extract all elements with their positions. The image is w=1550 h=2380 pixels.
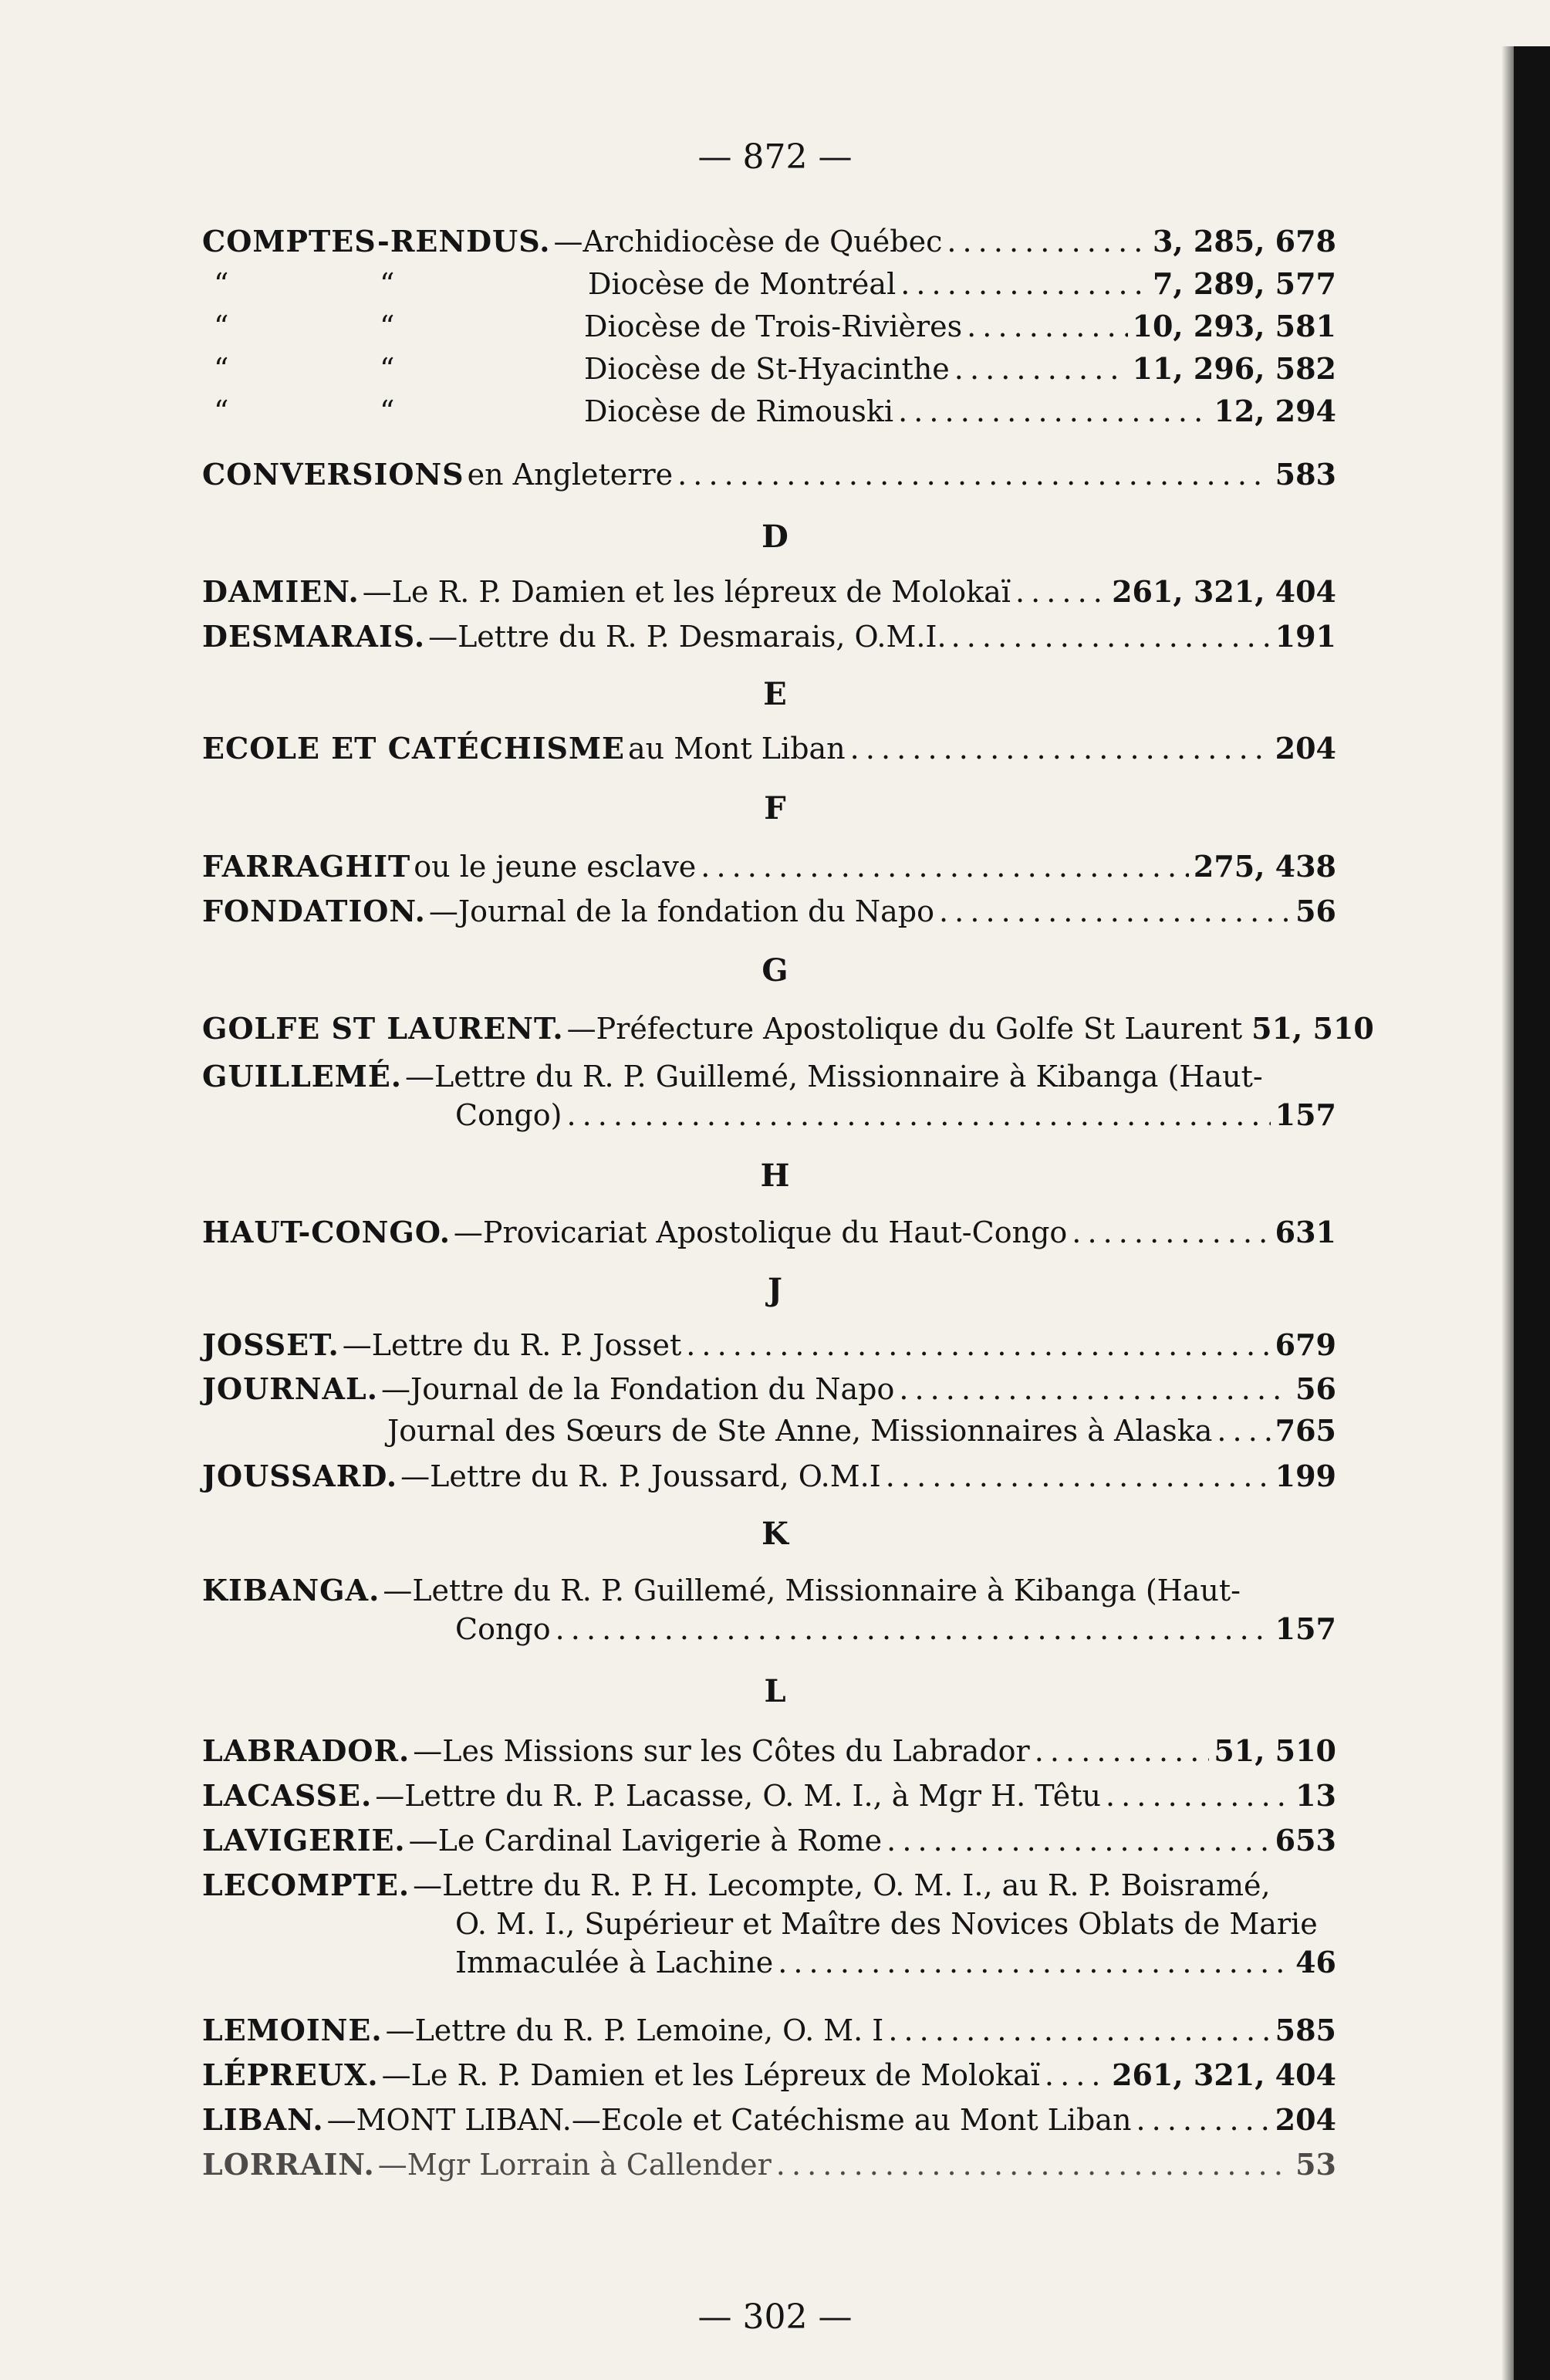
entry-desc: en Angleterre [467, 458, 674, 492]
index-entry [202, 1370, 1336, 1408]
index-entry [202, 1777, 1336, 1815]
entry-desc: —Archidiocèse de Québec [553, 225, 943, 259]
index-entry [202, 2101, 1336, 2139]
dot-leader [899, 1370, 1291, 1408]
entry-pages: 46 [1295, 1945, 1336, 1979]
entry-desc: au Mont Liban [627, 732, 846, 766]
entry-head: LIBAN. [202, 2102, 324, 2137]
entry-desc: —Mgr Lorrain à Callender [377, 2148, 772, 2182]
entry-head: DESMARAIS. [202, 619, 426, 654]
entry-head: FONDATION. [202, 894, 426, 928]
entry-head: DAMIEN. [202, 574, 360, 609]
dot-leader [951, 617, 1271, 656]
entry-head: JOSSET. [202, 1327, 339, 1362]
dot-leader [677, 455, 1271, 494]
entry-desc: —Le Cardinal Lavigerie à Rome [408, 1824, 883, 1858]
index-entry [202, 892, 1336, 931]
entry-desc: Journal des Sœurs de Ste Anne, Missionnaires à Alaska [387, 1414, 1213, 1448]
entry-desc-continued: O. M. I., Supérieur et Maître des Novices Oblats de Marie [455, 1907, 1318, 1941]
scan-edge-shadow [1514, 46, 1550, 2380]
entry-desc: —Journal de la Fondation du Napo [380, 1372, 895, 1406]
ditto-mark: “ [380, 267, 395, 301]
entry-desc: —Les Missions sur les Côtes du Labrador [413, 1734, 1030, 1768]
entry-desc-continued: Congo [455, 1612, 551, 1646]
index-entry [202, 2056, 1336, 2094]
page-header: — 872 — [697, 137, 853, 177]
index-entry [202, 573, 1336, 611]
entry-head: JOURNAL. [202, 1371, 378, 1406]
entry-pages: 204 [1275, 731, 1336, 766]
entry-pages: 653 [1275, 1823, 1336, 1858]
entry-head: LECOMPTE. [202, 1868, 410, 1902]
entry-head: GUILLEMÉ. [202, 1059, 403, 1094]
entry-desc: —Préfecture Apostolique du Golfe St Laurent [566, 1012, 1243, 1046]
ditto-mark: “ [214, 309, 229, 343]
entry-desc: Diocèse de Rimouski [584, 394, 894, 428]
entry-head: LORRAIN. [202, 2147, 375, 2182]
entry-desc: —Lettre du R. P. Desmarais, O.M.I. [428, 620, 947, 654]
entry-pages: 275, 438 [1193, 849, 1336, 884]
entry-pages: 51, 510 [1251, 1011, 1374, 1046]
entry-desc: ou le jeune esclave [414, 850, 697, 884]
index-entry [202, 2145, 1336, 2184]
ditto-mark: “ [380, 394, 395, 428]
entry-pages: 261, 321, 404 [1112, 574, 1336, 609]
section-letter: J [768, 1272, 782, 1308]
entry-pages: 7, 289, 577 [1152, 266, 1336, 301]
entry-desc: Diocèse de Trois-Rivières [584, 309, 963, 343]
entry-desc: —MONT LIBAN.—Ecole et Catéchisme au Mont Liban [326, 2103, 1132, 2137]
entry-desc: —Provicariat Apostolique du Haut-Congo [453, 1215, 1068, 1249]
section-letter: D [761, 519, 789, 555]
dot-leader [886, 1457, 1271, 1496]
entry-pages: 679 [1275, 1327, 1336, 1362]
dot-leader [701, 847, 1189, 886]
dot-leader [900, 265, 1148, 303]
entry-head: LAVIGERIE. [202, 1823, 406, 1858]
dot-leader [1035, 1732, 1210, 1770]
dot-leader [1072, 1213, 1270, 1252]
entry-desc: —Lettre du R. P. Josset [342, 1328, 682, 1362]
entry-head: ECOLE ET CATÉCHISME [202, 731, 625, 766]
section-letter: E [763, 676, 787, 712]
entry-head: LACASSE. [202, 1778, 373, 1813]
dot-leader [556, 1610, 1271, 1648]
entry-pages: 3, 285, 678 [1152, 224, 1336, 259]
entry-pages: 12, 294 [1214, 394, 1336, 428]
entry-head: HAUT-CONGO. [202, 1215, 451, 1249]
entry-desc: —Le R. P. Damien et les Lépreux de Molokaï [381, 2058, 1040, 2092]
index-subentry [202, 265, 1336, 303]
index-entry [202, 1326, 1336, 1364]
section-letter: F [764, 790, 786, 827]
index-entry [202, 1411, 1336, 1450]
entry-pages: 765 [1275, 1413, 1336, 1448]
entry-desc-continued: Immaculée à Lachine [455, 1946, 774, 1979]
index-entry [202, 1821, 1336, 1860]
index-entry [202, 1866, 1336, 1982]
dot-leader [954, 350, 1128, 388]
entry-pages: 157 [1275, 1611, 1336, 1646]
entry-desc: —Lettre du R. P. Lemoine, O. M. I [385, 2013, 884, 2047]
ditto-mark: “ [214, 352, 229, 386]
entry-pages: 56 [1295, 1371, 1336, 1406]
index-subentry [202, 392, 1336, 431]
entry-pages: 53 [1295, 2147, 1336, 2182]
entry-desc: Diocèse de St-Hyacinthe [584, 352, 950, 386]
ditto-mark: “ [380, 309, 395, 343]
entry-desc: —Le R. P. Damien et les lépreux de Molokaï [362, 575, 1011, 609]
entry-desc: —Lettre du R. P. Joussard, O.M.I [400, 1459, 881, 1493]
dot-leader [967, 307, 1127, 346]
dot-leader [1106, 1777, 1291, 1815]
entry-head: LÉPREUX. [202, 2057, 379, 2092]
index-entry [202, 1009, 1374, 1048]
entry-head: FARRAGHIT [202, 849, 411, 884]
entry-head: COMPTES-RENDUS. [202, 224, 551, 259]
entry-pages: 13 [1295, 1778, 1336, 1813]
entry-desc: —Journal de la fondation du Napo [428, 894, 935, 928]
entry-desc: —Lettre du R. P. H. Lecompte, O. M. I., au R. P. Boisramé, [413, 1868, 1271, 1902]
dot-leader [886, 1821, 1271, 1860]
entry-pages: 11, 296, 582 [1132, 351, 1336, 386]
dot-leader [1045, 2056, 1107, 2094]
dot-leader [888, 2011, 1270, 2050]
entry-head: JOUSSARD. [202, 1459, 398, 1493]
index-entry [202, 729, 1336, 768]
entry-desc-continued: Congo) [455, 1098, 562, 1132]
dot-leader [778, 1943, 1291, 1982]
entry-desc: Diocèse de Montréal [588, 267, 897, 301]
entry-desc: —Lettre du R. P. Guillemé, Missionnaire à Kibanga (Haut- [405, 1060, 1263, 1094]
entry-pages: 191 [1275, 619, 1336, 654]
entry-head: GOLFE ST LAURENT. [202, 1011, 564, 1046]
index-entry [202, 1457, 1336, 1496]
index-entry [202, 1057, 1336, 1134]
index-entry [202, 455, 1336, 494]
entry-pages: 157 [1275, 1097, 1336, 1132]
index-entry [202, 1571, 1336, 1648]
section-letter: H [760, 1158, 790, 1194]
entry-desc: —Lettre du R. P. Lacasse, O. M. I., à Mgr H. Têtu [375, 1779, 1101, 1813]
page-footer: — 302 — [697, 2297, 853, 2337]
index-entry [202, 2011, 1336, 2050]
dot-leader [566, 1096, 1270, 1134]
entry-head: CONVERSIONS [202, 457, 464, 492]
dot-leader [939, 892, 1291, 931]
section-letter: L [764, 1673, 786, 1709]
entry-pages: 585 [1275, 2013, 1336, 2047]
index-entry [202, 1732, 1336, 1770]
dot-leader [1217, 1411, 1270, 1450]
entry-pages: 631 [1275, 1215, 1336, 1249]
index-entry-comptes-rendus [202, 222, 1336, 261]
entry-pages: 56 [1295, 894, 1336, 928]
section-letter: G [761, 952, 789, 989]
entry-pages: 10, 293, 581 [1132, 309, 1336, 343]
entry-pages: 261, 321, 404 [1112, 2057, 1336, 2092]
ditto-mark: “ [214, 394, 229, 428]
dot-leader [947, 222, 1148, 261]
index-entry [202, 847, 1336, 886]
index-entry [202, 617, 1336, 656]
dot-leader [686, 1326, 1270, 1364]
entry-pages: 51, 510 [1214, 1733, 1336, 1768]
dot-leader [850, 729, 1271, 768]
index-subentry [202, 350, 1336, 388]
ditto-mark: “ [380, 352, 395, 386]
dot-leader [898, 392, 1209, 431]
dot-leader [1136, 2101, 1271, 2139]
index-entry [202, 1213, 1336, 1252]
entry-head: LEMOINE. [202, 2013, 383, 2047]
entry-head: LABRADOR. [202, 1733, 410, 1768]
index-subentry [202, 307, 1336, 346]
dot-leader [1015, 573, 1107, 611]
entry-pages: 583 [1275, 457, 1336, 492]
entry-pages: 204 [1275, 2102, 1336, 2137]
dot-leader [776, 2145, 1291, 2184]
entry-pages: 199 [1275, 1459, 1336, 1493]
entry-desc: —Lettre du R. P. Guillemé, Missionnaire à Kibanga (Haut- [383, 1574, 1241, 1608]
entry-head: KIBANGA. [202, 1573, 380, 1608]
ditto-mark: “ [214, 267, 229, 301]
section-letter: K [761, 1516, 789, 1552]
